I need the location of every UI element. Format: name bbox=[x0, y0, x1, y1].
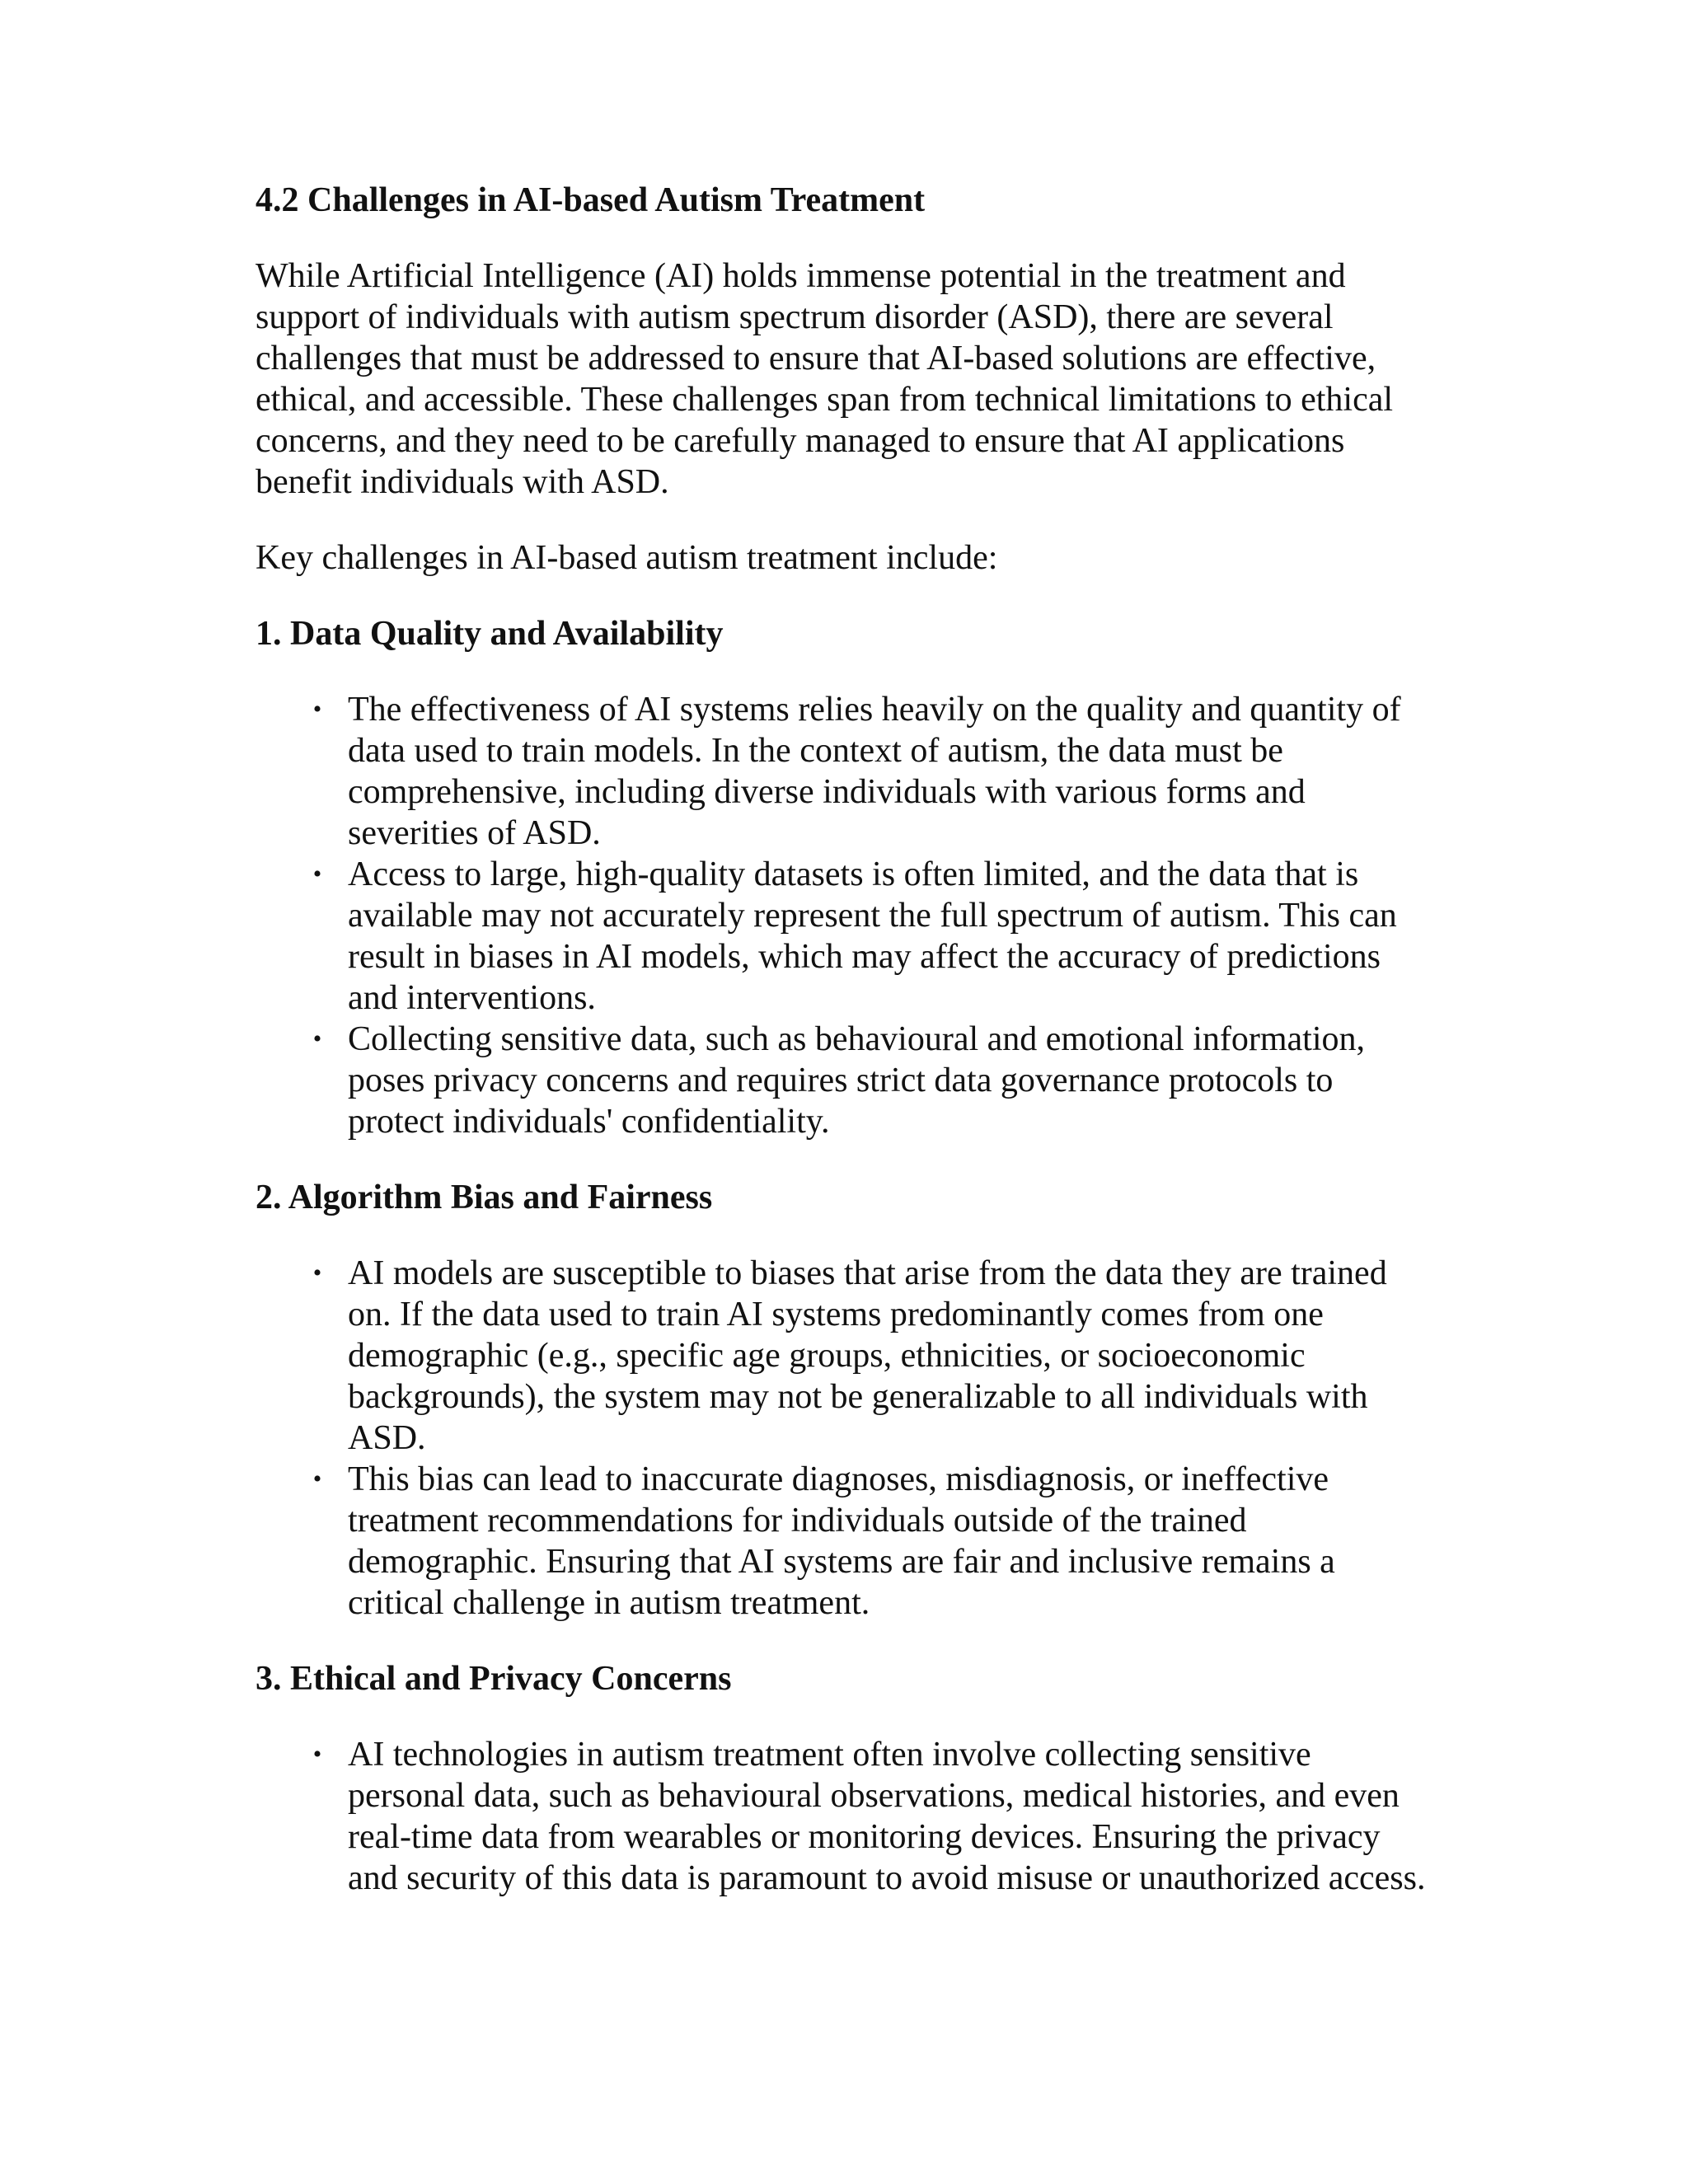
list-item-text: Collecting sensitive data, such as behavioural and emotional information, poses privacy concerns and requires strict data governance protocols to protect individuals' confidentiality. bbox=[348, 1020, 1366, 1141]
list-item bbox=[256, 1459, 1434, 1624]
bullet-icon: • bbox=[312, 860, 322, 888]
challenge-list-ethical-privacy bbox=[256, 1734, 1434, 1899]
bullet-icon: • bbox=[312, 1741, 322, 1768]
list-item-text: AI models are susceptible to biases that arise from the data they are trained on. If the data used to train AI systems predominantly comes from one demographic (e.g., specific age groups, ethnicities, or socioeconomic backgrounds), the system may not be generalizable to all individuals with ASD. bbox=[348, 1254, 1387, 1457]
list-item-text: AI technologies in autism treatment often involve collecting sensitive personal data, such as behavioural observations, medical histories, and even real-time data from wearables or monitoring devices. Ensuring the privacy and security of this data is paramount to avoid misuse or unauthorized access. bbox=[348, 1736, 1426, 1897]
key-challenges-line: Key challenges in AI-based autism treatment include: bbox=[256, 539, 998, 577]
list-item bbox=[256, 1253, 1434, 1459]
list-item bbox=[256, 689, 1434, 854]
challenge-list-data-quality bbox=[256, 689, 1434, 1142]
list-item bbox=[256, 1734, 1434, 1899]
document-content bbox=[256, 180, 1434, 1933]
intro-paragraph: While Artificial Intelligence (AI) holds immense potential in the treatment and support of individuals with autism spectrum disorder (ASD), there are several challenges that must be addressed to ensure that AI-based solutions are effective, ethical, and accessible. These challenges span from technical limitations to ethical concerns, and they need to be carefully managed to ensure that AI applications benefit individuals with ASD. bbox=[256, 257, 1394, 501]
challenge-heading-ethical-privacy: 3. Ethical and Privacy Concerns bbox=[256, 1660, 732, 1698]
list-item-text: The effectiveness of AI systems relies heavily on the quality and quantity of data used to train models. In the context of autism, the data must be comprehensive, including diverse individuals with various forms and severities of ASD. bbox=[348, 691, 1401, 852]
bullet-icon: • bbox=[312, 1465, 322, 1493]
challenge-heading-data-quality: 1. Data Quality and Availability bbox=[256, 615, 724, 653]
list-item-text: This bias can lead to inaccurate diagnoses, misdiagnosis, or ineffective treatment recommendations for individuals outside of the trained demographic. Ensuring that AI systems are fair and inclusive remains a critical challenge in autism treatment. bbox=[348, 1460, 1335, 1622]
list-item bbox=[256, 854, 1434, 1019]
list-item-text: Access to large, high-quality datasets is often limited, and the data that is available may not accurately represent the full spectrum of autism. This can result in biases in AI models, which may affect the accuracy of predictions and interventions. bbox=[348, 855, 1397, 1017]
bullet-icon: • bbox=[312, 1025, 322, 1052]
section-title: 4.2 Challenges in AI-based Autism Treatment bbox=[256, 181, 926, 219]
list-item bbox=[256, 1019, 1434, 1142]
challenge-heading-algorithm-bias: 2. Algorithm Bias and Fairness bbox=[256, 1179, 713, 1216]
challenge-list-algorithm-bias bbox=[256, 1253, 1434, 1624]
bullet-icon: • bbox=[312, 696, 322, 723]
bullet-icon: • bbox=[312, 1259, 322, 1286]
